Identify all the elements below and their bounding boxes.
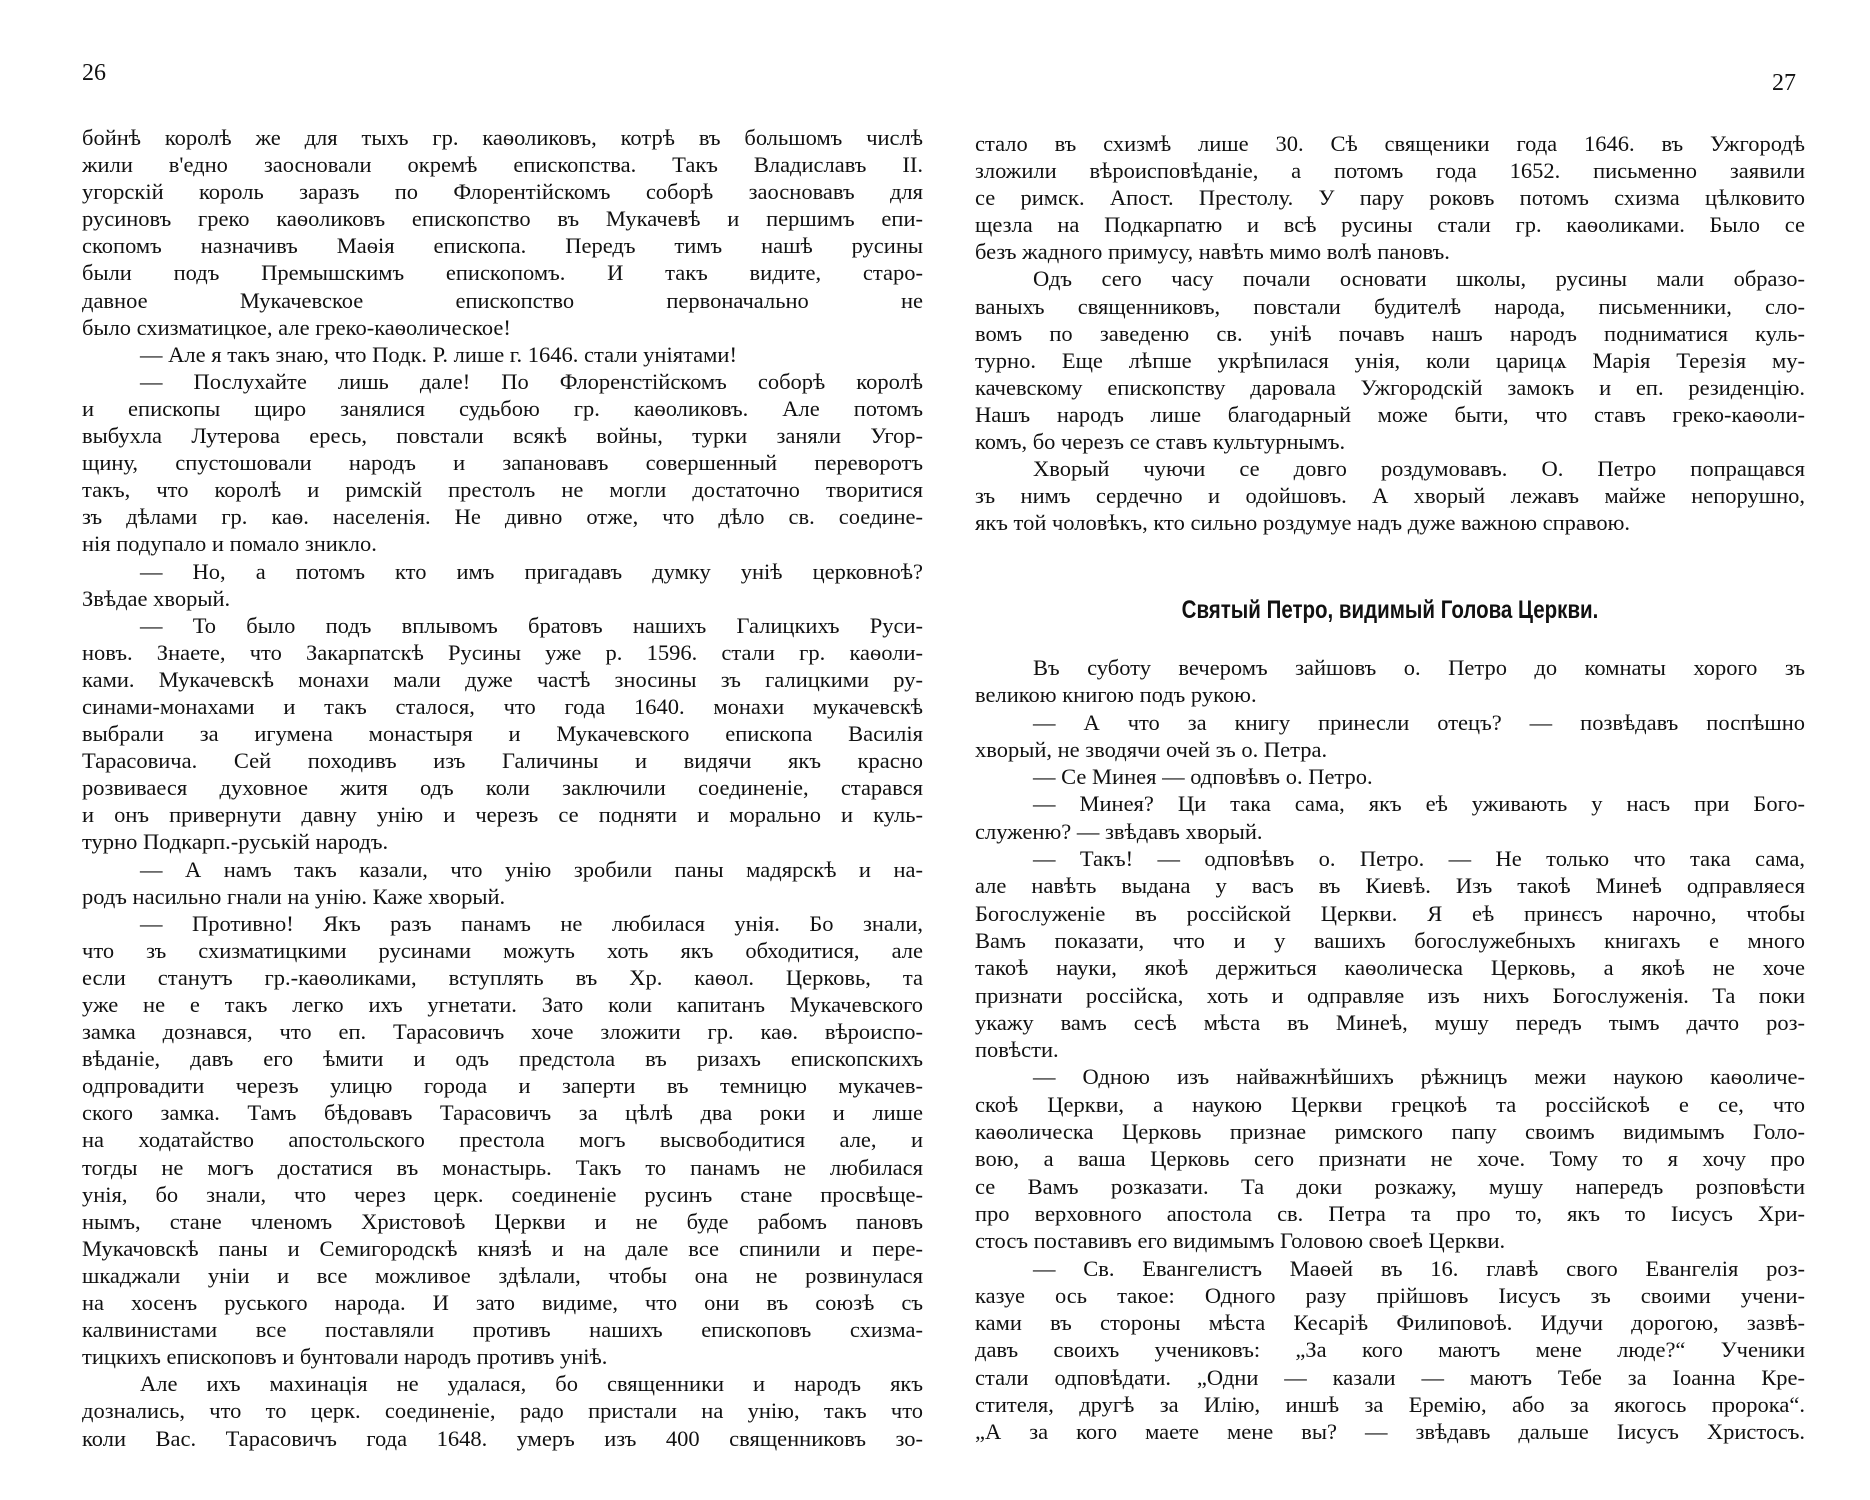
- text-line: зъ нимъ сердечно и одойшовъ. А хворый лежавъ майже непорушно,: [975, 483, 1805, 509]
- text-line: качевскому епископству даровала Ужгородскій замокъ и еп. резиденцію.: [975, 374, 1805, 400]
- paragraph: [975, 845, 1805, 1063]
- paragraph: [82, 341, 923, 368]
- text-line: что зъ схизматицкими русинами можуть хоть якъ обходитися, але: [82, 937, 923, 963]
- text-line: се Вамъ розказати. Та доки розкажу, мушу напередъ розповѣсти: [975, 1173, 1805, 1199]
- paragraph: [82, 856, 923, 910]
- text-line: унія, бо знали, что через церк. соединеніе русинъ стане просвѣще-: [82, 1181, 923, 1207]
- text-line: якъ той чоловѣкъ, кто сильно роздумуе надъ дуже важною справою.: [975, 510, 1631, 536]
- paragraph: [975, 790, 1805, 845]
- text-line: розвиваеся духовное житя одъ коли заключили соединеніе, старався: [82, 775, 923, 801]
- paragraph: [975, 1063, 1805, 1254]
- paragraph: [975, 265, 1805, 455]
- text-line: скоѣ Церкви, а наукою Церкви грецкоѣ та россійскоѣ е се, что: [975, 1091, 1805, 1117]
- page-number-left: 26: [82, 60, 106, 86]
- text-line: щезла на Подкарпатю и всѣ русины стали гр. каѳоликами. Было се: [975, 212, 1805, 238]
- text-line: казуе ось такое: Одного разу прійшовъ Іисусъ зъ своими учени-: [975, 1282, 1805, 1308]
- text-line: вою, а ваша Церковь сего признати не хоче. Тому то я хочу про: [975, 1146, 1805, 1172]
- text-line: выбухла Лутерова ересь, повстали всякѣ войны, турки заняли Угор-: [82, 423, 923, 449]
- text-line: признати россійска, хоть и одправляе изъ нихъ Богослуженія. Та поки: [975, 982, 1805, 1008]
- text-line: стителя, другѣ за Илію, иншѣ за Еремію, або за якогось пророка“.: [975, 1392, 1805, 1418]
- text-line: — Се Минея — одповѣвъ о. Петро.: [1033, 764, 1373, 790]
- text-line: зъ дѣлами гр. каѳ. населенія. Не дивно отже, что дѣло св. соедине-: [82, 504, 923, 530]
- text-line: нымъ, стане членомъ Христовоѣ Церкви и не буде рабомъ пановъ: [82, 1208, 923, 1234]
- text-line: турно. Еще лѣпше укрѣпилася унія, коли царицѧ Марія Терезія му-: [975, 347, 1805, 373]
- text-line: дознались, что то церк. соединеніе, радо пристали на унію, такъ что: [82, 1398, 923, 1424]
- text-line: про верховного апостола св. Петра та про то, якъ то Іисусъ Хри-: [975, 1200, 1805, 1226]
- text-line: нія подупало и помало зникло.: [82, 531, 377, 557]
- text-line: Мукачовскѣ паны и Семигородскѣ князѣ и на дале все спинили и пере-: [82, 1235, 923, 1261]
- text-line: ками въ стороны мѣста Кесаріѣ Филиповоѣ. Идучи дорогою, зазвѣ-: [975, 1310, 1805, 1336]
- paragraph: [975, 455, 1805, 536]
- text-line: родъ насильно гнали на унію. Каже хворый.: [82, 883, 506, 909]
- paragraph: [975, 130, 1805, 265]
- text-line: Одъ сего часу почали основати школы, русины мали образо-: [1033, 266, 1805, 292]
- text-line: але навѣть выдана у васъ въ Киевѣ. Изъ такоѣ Минеѣ одправляеся: [975, 873, 1805, 899]
- text-line: ками. Мукачевскѣ монахи мали дуже частѣ зносины зъ галицкими ру-: [82, 666, 923, 692]
- text-line: такоѣ науки, якоѣ держиться каѳолическа Церковь, а якоѣ не хоче: [975, 955, 1805, 981]
- text-line: — Такъ! — одповѣвъ о. Петро. — Не только что така сама,: [1033, 846, 1805, 872]
- text-line: бойнѣ королѣ же для тыхъ гр. каѳоликовъ, котрѣ въ большомъ числѣ: [82, 125, 923, 150]
- text-line: „А за кого маете мене вы? — звѣдавъ дальше Іисусъ Христосъ.: [975, 1419, 1805, 1445]
- text-line: уже не е такъ легко ихъ угнетати. Зато коли капитанъ Мукачевского: [82, 992, 923, 1017]
- paragraph: [82, 612, 923, 856]
- text-line: новъ. Знаете, что Закарпатскѣ Русины уже р. 1596. стали гр. каѳоли-: [82, 639, 923, 665]
- text-line: на ходатайство апостольского престола могъ высвободитися але, и: [82, 1127, 923, 1153]
- text-line: хворый, не зводячи очей зъ о. Петра.: [975, 736, 1328, 762]
- text-line: на хосенъ руського народа. И зато видиме, что они въ союзѣ съ: [82, 1290, 923, 1316]
- text-line: безъ жадного примусу, навѣть мимо волѣ пановъ.: [975, 239, 1450, 265]
- text-line: вомъ по заведеню св. уніѣ почавъ нашъ народъ подниматися куль-: [975, 320, 1805, 346]
- text-line: — Но, а потомъ кто имъ пригадавъ думку уніѣ церковноѣ?: [140, 558, 923, 584]
- text-line: выбрали за игумена монастыря и Мукачевского епископа Василія: [82, 721, 923, 747]
- right-page-text-body: [975, 654, 1805, 1446]
- text-line: — А намъ такъ казали, что унію зробили паны мадярскѣ и на-: [140, 856, 923, 882]
- text-line: ваныхъ священниковъ, повстали будителѣ народа, письменники, сло-: [975, 293, 1805, 319]
- page-number-right: 27: [1772, 70, 1796, 96]
- text-line: — Послухайте лишь дале! По Флоренстійскомъ соборѣ королѣ: [140, 368, 923, 394]
- text-line: — Противно! Якъ разъ панамъ не любилася унія. Бо знали,: [140, 910, 923, 936]
- paragraph: [82, 910, 923, 1371]
- text-line: Нашъ народъ лише благодарный може быти, что ставъ греко-каѳоли-: [975, 401, 1805, 427]
- text-line: тицкихъ епископовъ и бунтовали народъ противъ уніѣ.: [82, 1344, 608, 1370]
- text-line: вѣданіе, давъ его ѣмити и одъ предстола въ ризахъ епископскихъ: [82, 1046, 923, 1072]
- text-line: стали одповѣдати. „Одни — казали — маютъ Тебе за Іоанна Кре-: [975, 1364, 1805, 1390]
- text-line: — Св. Евангелистъ Маѳей въ 16. главѣ свого Евангелія роз-: [1033, 1255, 1805, 1281]
- text-line: зложили вѣроисповѣданіе, а потомъ года 1652. письменно заявили: [975, 158, 1805, 184]
- text-line: жили в'едно заосновали окремѣ епископства. Такъ Владиславъ II.: [82, 152, 923, 178]
- text-line: — То было подъ вплывомъ братовъ нашихъ Галицкихъ Руси-: [140, 612, 923, 638]
- text-line: угорскій король заразъ по Флорентійскомъ соборѣ заосновавъ для: [82, 179, 923, 205]
- text-line: — А что за книгу принесли отецъ? — позвѣдавъ поспѣшно: [1033, 709, 1805, 735]
- text-line: — Одною изъ найважнѣйшихъ рѣжницъ межи наукою каѳоличе-: [1033, 1064, 1805, 1090]
- text-line: и епископы щиро занялися судьбою гр. каѳоликовъ. Але потомъ: [82, 395, 923, 421]
- text-line: были подъ Премышскимъ епископомъ. И такъ видите, старо-: [82, 260, 923, 286]
- paragraph: [975, 1255, 1805, 1446]
- section-heading: Святый Петро, видимый Голова Церкви.: [1181, 596, 1599, 624]
- text-line: Звѣдае хворый.: [82, 585, 231, 611]
- text-line: се римск. Апост. Престолу. У пару роковъ потомъ схизма цѣлковито: [975, 185, 1805, 211]
- paragraph: [975, 763, 1805, 790]
- text-line: щину, спустошовали народъ и запановавъ совершенный переворотъ: [82, 450, 923, 476]
- text-line: стало въ схизмѣ лише 30. Сѣ священики года 1646. въ Ужгородѣ: [975, 131, 1805, 156]
- paragraph: [82, 368, 923, 558]
- paragraph: [975, 654, 1805, 709]
- text-line: шкаджали уніи и все можливое здѣлали, чтобы она не розвинулася: [82, 1262, 923, 1288]
- text-line: тогды не могъ достатися въ монастырь. Такъ то панамъ не любилася: [82, 1154, 923, 1180]
- text-line: каѳолическа Церковь признае римского папу своимъ видимымъ Голо-: [975, 1119, 1805, 1145]
- text-line: Але ихъ махинація не удалася, бо священники и народъ якъ: [140, 1371, 923, 1397]
- text-line: одпровадити черезъ улицю города и заперти въ темницю мукачев-: [82, 1073, 923, 1099]
- left-page-text: [82, 124, 923, 1452]
- right-page-text-top: [975, 130, 1805, 536]
- paragraph: [975, 709, 1805, 764]
- text-line: замка дознався, что еп. Тарасовичъ хоче зложити гр. каѳ. вѣроиспо-: [82, 1019, 923, 1045]
- text-line: Богослуженіе въ россійской Церкви. Я еѣ принєсъ нарочно, чтобы: [975, 900, 1805, 926]
- paragraph: [82, 1370, 923, 1451]
- text-line: синами-монахами и такъ сталося, что года 1640. монахи мукачевскѣ: [82, 693, 923, 719]
- text-line: Тарасовича. Сей походивъ изъ Галичины и видячи якъ красно: [82, 748, 923, 774]
- text-line: великою книгою подъ рукою.: [975, 682, 1257, 708]
- text-line: скопомъ назначивъ Маѳія епископа. Передъ тимъ нашѣ русины: [82, 233, 923, 259]
- text-line: коли Вас. Тарасовичъ года 1648. умеръ изъ 400 священниковъ зо-: [82, 1425, 923, 1451]
- text-line: ского замка. Тамъ бѣдовавъ Тарасовичъ за цѣлѣ два роки и лише: [82, 1100, 923, 1126]
- text-line: служеню? — звѣдавъ хворый.: [975, 818, 1263, 844]
- text-line: русиновъ греко каѳоликовъ епископство въ Мукачевѣ и першимъ епи-: [82, 206, 923, 232]
- text-line: давное Мукачевское епископство первоначально не: [82, 287, 923, 313]
- paragraph: [82, 124, 923, 341]
- text-line: турно Подкарп.-руській народъ.: [82, 829, 389, 855]
- text-line: Въ суботу вечеромъ зайшовъ о. Петро до комнаты хорого зъ: [1033, 655, 1805, 680]
- text-line: такъ, что королѣ и римскій престолъ не могли достаточно творитися: [82, 477, 923, 503]
- text-line: было схизматицкое, але греко-каѳолическое!: [82, 314, 511, 340]
- text-line: стосъ поставивъ его видимымъ Головою своеѣ Церкви.: [975, 1228, 1506, 1254]
- text-line: — Минея? Ци така сама, якъ еѣ уживають у насъ при Бого-: [1033, 791, 1805, 817]
- text-line: давъ своихъ учениковъ: „За кого маютъ мене люде?“ Ученики: [975, 1337, 1805, 1363]
- text-line: повѣсти.: [975, 1037, 1059, 1063]
- text-line: Вамъ показати, что и у вашихъ богослужебныхъ книгахъ е много: [975, 927, 1805, 953]
- text-line: и онъ привернути давну унію и черезъ се подняти и морально и куль-: [82, 802, 923, 828]
- paragraph: [82, 558, 923, 612]
- text-line: Хворый чуючи се довго роздумовавъ. О. Петро попращався: [1033, 456, 1805, 482]
- text-line: комъ, бо черезъ се ставъ культурнымъ.: [975, 429, 1346, 455]
- text-line: укажу вамъ сесѣ мѣста въ Минеѣ, мушу передъ тымъ дачто роз-: [975, 1009, 1805, 1035]
- text-line: калвинистами все поставляли противъ нашихъ епископовъ схизма-: [82, 1317, 923, 1343]
- text-line: — Але я такъ знаю, что Подк. Р. лише г. 1646. стали уніятами!: [140, 341, 737, 367]
- text-line: если станутъ гр.-каѳоликами, вступлять въ Хр. каѳол. Церковь, та: [82, 964, 923, 990]
